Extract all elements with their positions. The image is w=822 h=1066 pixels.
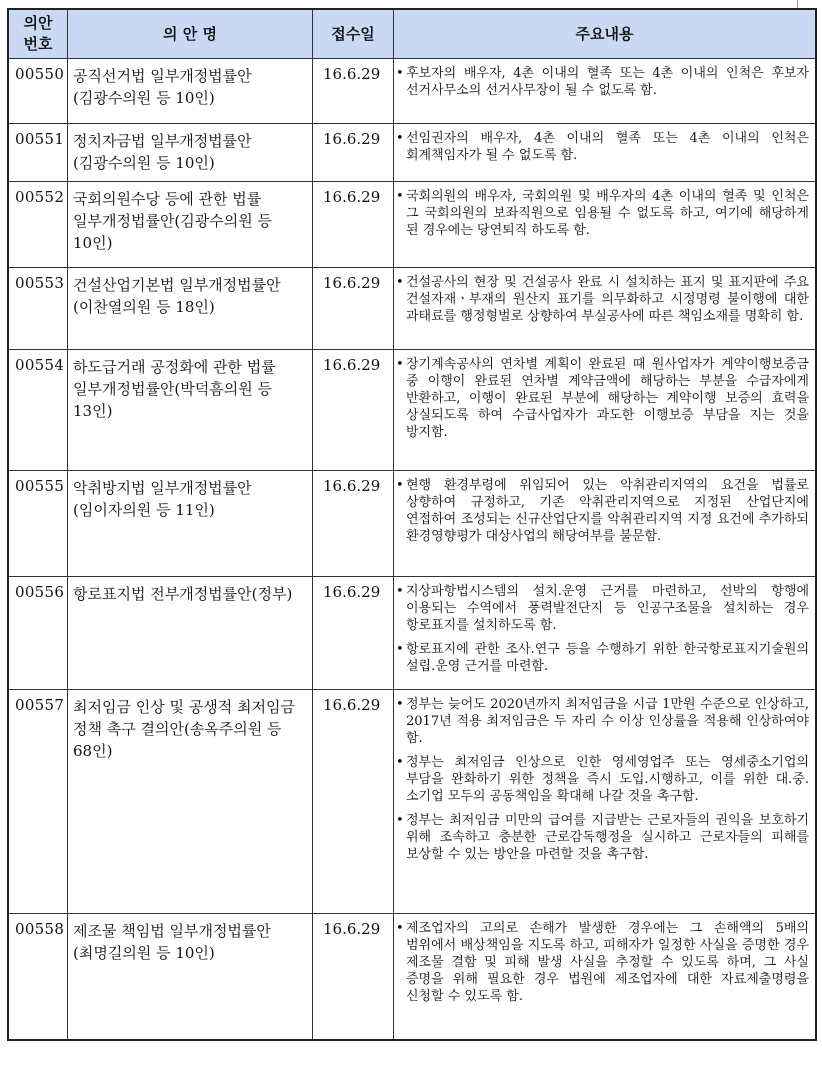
bill-table [7, 8, 817, 1041]
content-bullet [396, 696, 809, 747]
content-bullet [396, 274, 809, 325]
bill-number: 00555 [8, 471, 68, 577]
bill-name: 하도급거래 공정화에 관한 법률 일부개정법률안(박덕흠의원 등 13인) [68, 350, 313, 471]
page-edge-rule [797, 0, 798, 8]
bill-number: 00551 [8, 124, 68, 182]
received-date: 16.6.29 [313, 59, 394, 124]
main-content [394, 914, 817, 1040]
received-date: 16.6.29 [313, 690, 394, 914]
bullet-text: 선임권자의 배우자, 4촌 이내의 혈족 또는 4촌 이내의 인척은 회계책임자가 될 수 없도록 함. [406, 131, 809, 163]
received-date: 16.6.29 [313, 350, 394, 471]
table-row [8, 268, 816, 350]
bullet-text: 제조업자의 고의로 손해가 발생한 경우에는 그 손해액의 5배의 범위에서 배상책임을 지도록 하고, 피해자가 일정한 사실을 증명한 경우 제조물 결함 및 피해 발생 사실을 추정할 수 있도록 하며, 그 사실 증명을 위해 필요한 경우 법원에 제조업자에 대한 자료제출명령을 신청할 수 있도록 함. [406, 921, 809, 1004]
bullet-dot-icon: • [396, 131, 404, 146]
bill-number: 00557 [8, 690, 68, 914]
bullet-dot-icon: • [396, 697, 404, 712]
bill-name: 악취방지법 일부개정법률안(임이자의원 등 11인) [68, 471, 313, 577]
header-bill-name: 의 안 명 [68, 9, 313, 59]
table-header-row [8, 9, 816, 59]
bullet-dot-icon: • [396, 66, 404, 81]
table-row [8, 182, 816, 268]
bullet-dot-icon: • [396, 275, 404, 290]
content-bullet [396, 188, 809, 239]
bill-number: 00554 [8, 350, 68, 471]
bullet-dot-icon: • [396, 584, 404, 599]
bullet-text: 건설공사의 현장 및 건설공사 완료 시 설치하는 표지 및 표지판에 주요 건설자재ㆍ부재의 원산지 표기를 의무화하고 시정명령 불이행에 대한 과태료를 행정형벌로 상향하여 부실공사에 따른 책임소재를 명확히 함. [406, 275, 809, 324]
content-bullet [396, 356, 809, 441]
bill-name: 공직선거법 일부개정법률안(김광수의원 등 10인) [68, 59, 313, 124]
received-date: 16.6.29 [313, 577, 394, 690]
bill-number: 00550 [8, 59, 68, 124]
bullet-text: 정부는 최저임금 인상으로 인한 영세영업주 또는 영세중소기업의 부담을 완화하기 위한 정책을 즉시 도입.시행하고, 이를 위한 대.중.소기업 모두의 공동책임을 확대해 나갈 것을 촉구함. [406, 755, 809, 804]
bullet-text: 장기계속공사의 연차별 계획이 완료된 때 원사업자가 계약이행보증금 중 이행이 완료된 연차별 계약금액에 해당하는 부분을 수급자에게 반환하고, 이행이 완료된 부분에 해당하는 계약이행 보증의 효력을 상실되도록 하여 수급사업자가 과도한 이행보증 부담을 지는 것을 방지함. [406, 357, 809, 440]
table-row [8, 914, 816, 1040]
received-date: 16.6.29 [313, 124, 394, 182]
bullet-text: 지상파항법시스템의 설치.운영 근거를 마련하고, 선박의 항행에 이용되는 수역에서 풍력발전단지 등 인공구조물을 설치하는 경우 항로표지를 설치하도록 함. [406, 584, 809, 633]
table-row [8, 577, 816, 690]
main-content [394, 124, 817, 182]
content-bullet [396, 812, 809, 863]
received-date: 16.6.29 [313, 471, 394, 577]
bullet-dot-icon: • [396, 357, 404, 372]
main-content [394, 268, 817, 350]
bill-name: 항로표지법 전부개정법률안(정부) [68, 577, 313, 690]
main-content [394, 690, 817, 914]
bill-name: 건설산업기본법 일부개정법률안(이찬열의원 등 18인) [68, 268, 313, 350]
bullet-text: 후보자의 배우자, 4촌 이내의 혈족 또는 4촌 이내의 인척은 후보자 선거사무소의 선거사무장이 될 수 없도록 함. [406, 66, 809, 98]
received-date: 16.6.29 [313, 914, 394, 1040]
bullet-dot-icon: • [396, 189, 404, 204]
table-row [8, 124, 816, 182]
table-row [8, 471, 816, 577]
content-bullet [396, 65, 809, 99]
bill-name: 국회의원수당 등에 관한 법률 일부개정법률안(김광수의원 등 10인) [68, 182, 313, 268]
content-bullet [396, 754, 809, 805]
bill-number: 00552 [8, 182, 68, 268]
bullet-dot-icon: • [396, 755, 404, 770]
content-bullet [396, 920, 809, 1005]
main-content [394, 59, 817, 124]
bill-name: 제조물 책임법 일부개정법률안(최명길의원 등 10인) [68, 914, 313, 1040]
header-bill-number: 의안 번호 [8, 9, 68, 59]
bill-name: 최저임금 인상 및 공생적 최저임금 정책 촉구 결의안(송옥주의원 등 68인) [68, 690, 313, 914]
bullet-text: 정부는 늦어도 2020년까지 최저임금을 시급 1만원 수준으로 인상하고, 2017년 적용 최저임금은 두 자리 수 이상 인상률을 적용해 인상하여야 함. [406, 697, 809, 746]
content-bullet [396, 641, 809, 675]
bullet-dot-icon: • [396, 921, 404, 936]
bill-number: 00553 [8, 268, 68, 350]
content-bullet [396, 477, 809, 545]
main-content [394, 471, 817, 577]
content-bullet [396, 583, 809, 634]
bullet-dot-icon: • [396, 813, 404, 828]
bill-number: 00558 [8, 914, 68, 1040]
header-received-date: 접수일 [313, 9, 394, 59]
received-date: 16.6.29 [313, 182, 394, 268]
bill-name: 정치자금법 일부개정법률안(김광수의원 등 10인) [68, 124, 313, 182]
content-bullet [396, 130, 809, 164]
bullet-dot-icon: • [396, 642, 404, 657]
table-row [8, 59, 816, 124]
bullet-text: 국회의원의 배우자, 국회의원 및 배우자의 4촌 이내의 혈족 및 인척은 그 국회의원의 보좌직원으로 임용될 수 없도록 하고, 여기에 해당하게 된 경우에는 당연퇴직 하도록 함. [406, 189, 809, 238]
bullet-text: 현행 환경부령에 위임되어 있는 악취관리지역의 요건을 법률로 상향하여 규정하고, 기존 악취관리지역으로 지정된 산업단지에 연접하여 조성되는 신규산업단지를 악취관리지역 지정 요건에 추가하되 환경영향평가 대상사업의 해당여부를 불문함. [406, 478, 809, 544]
main-content [394, 577, 817, 690]
main-content [394, 182, 817, 268]
bullet-text: 항로표지에 관한 조사.연구 등을 수행하기 위한 한국항로표지기술원의 설립.운영 근거를 마련함. [406, 642, 809, 674]
table-row [8, 690, 816, 914]
bullet-dot-icon: • [396, 478, 404, 493]
bill-number: 00556 [8, 577, 68, 690]
bullet-text: 정부는 최저임금 미만의 급여를 지급받는 근로자들의 권익을 보호하기 위해 조속하고 충분한 근로감독행정을 실시하고 근로자들의 피해를 보상할 수 있는 방안을 마련할 것을 촉구함. [406, 813, 809, 862]
received-date: 16.6.29 [313, 268, 394, 350]
main-content [394, 350, 817, 471]
table-row [8, 350, 816, 471]
header-main-content: 주요내용 [394, 9, 817, 59]
